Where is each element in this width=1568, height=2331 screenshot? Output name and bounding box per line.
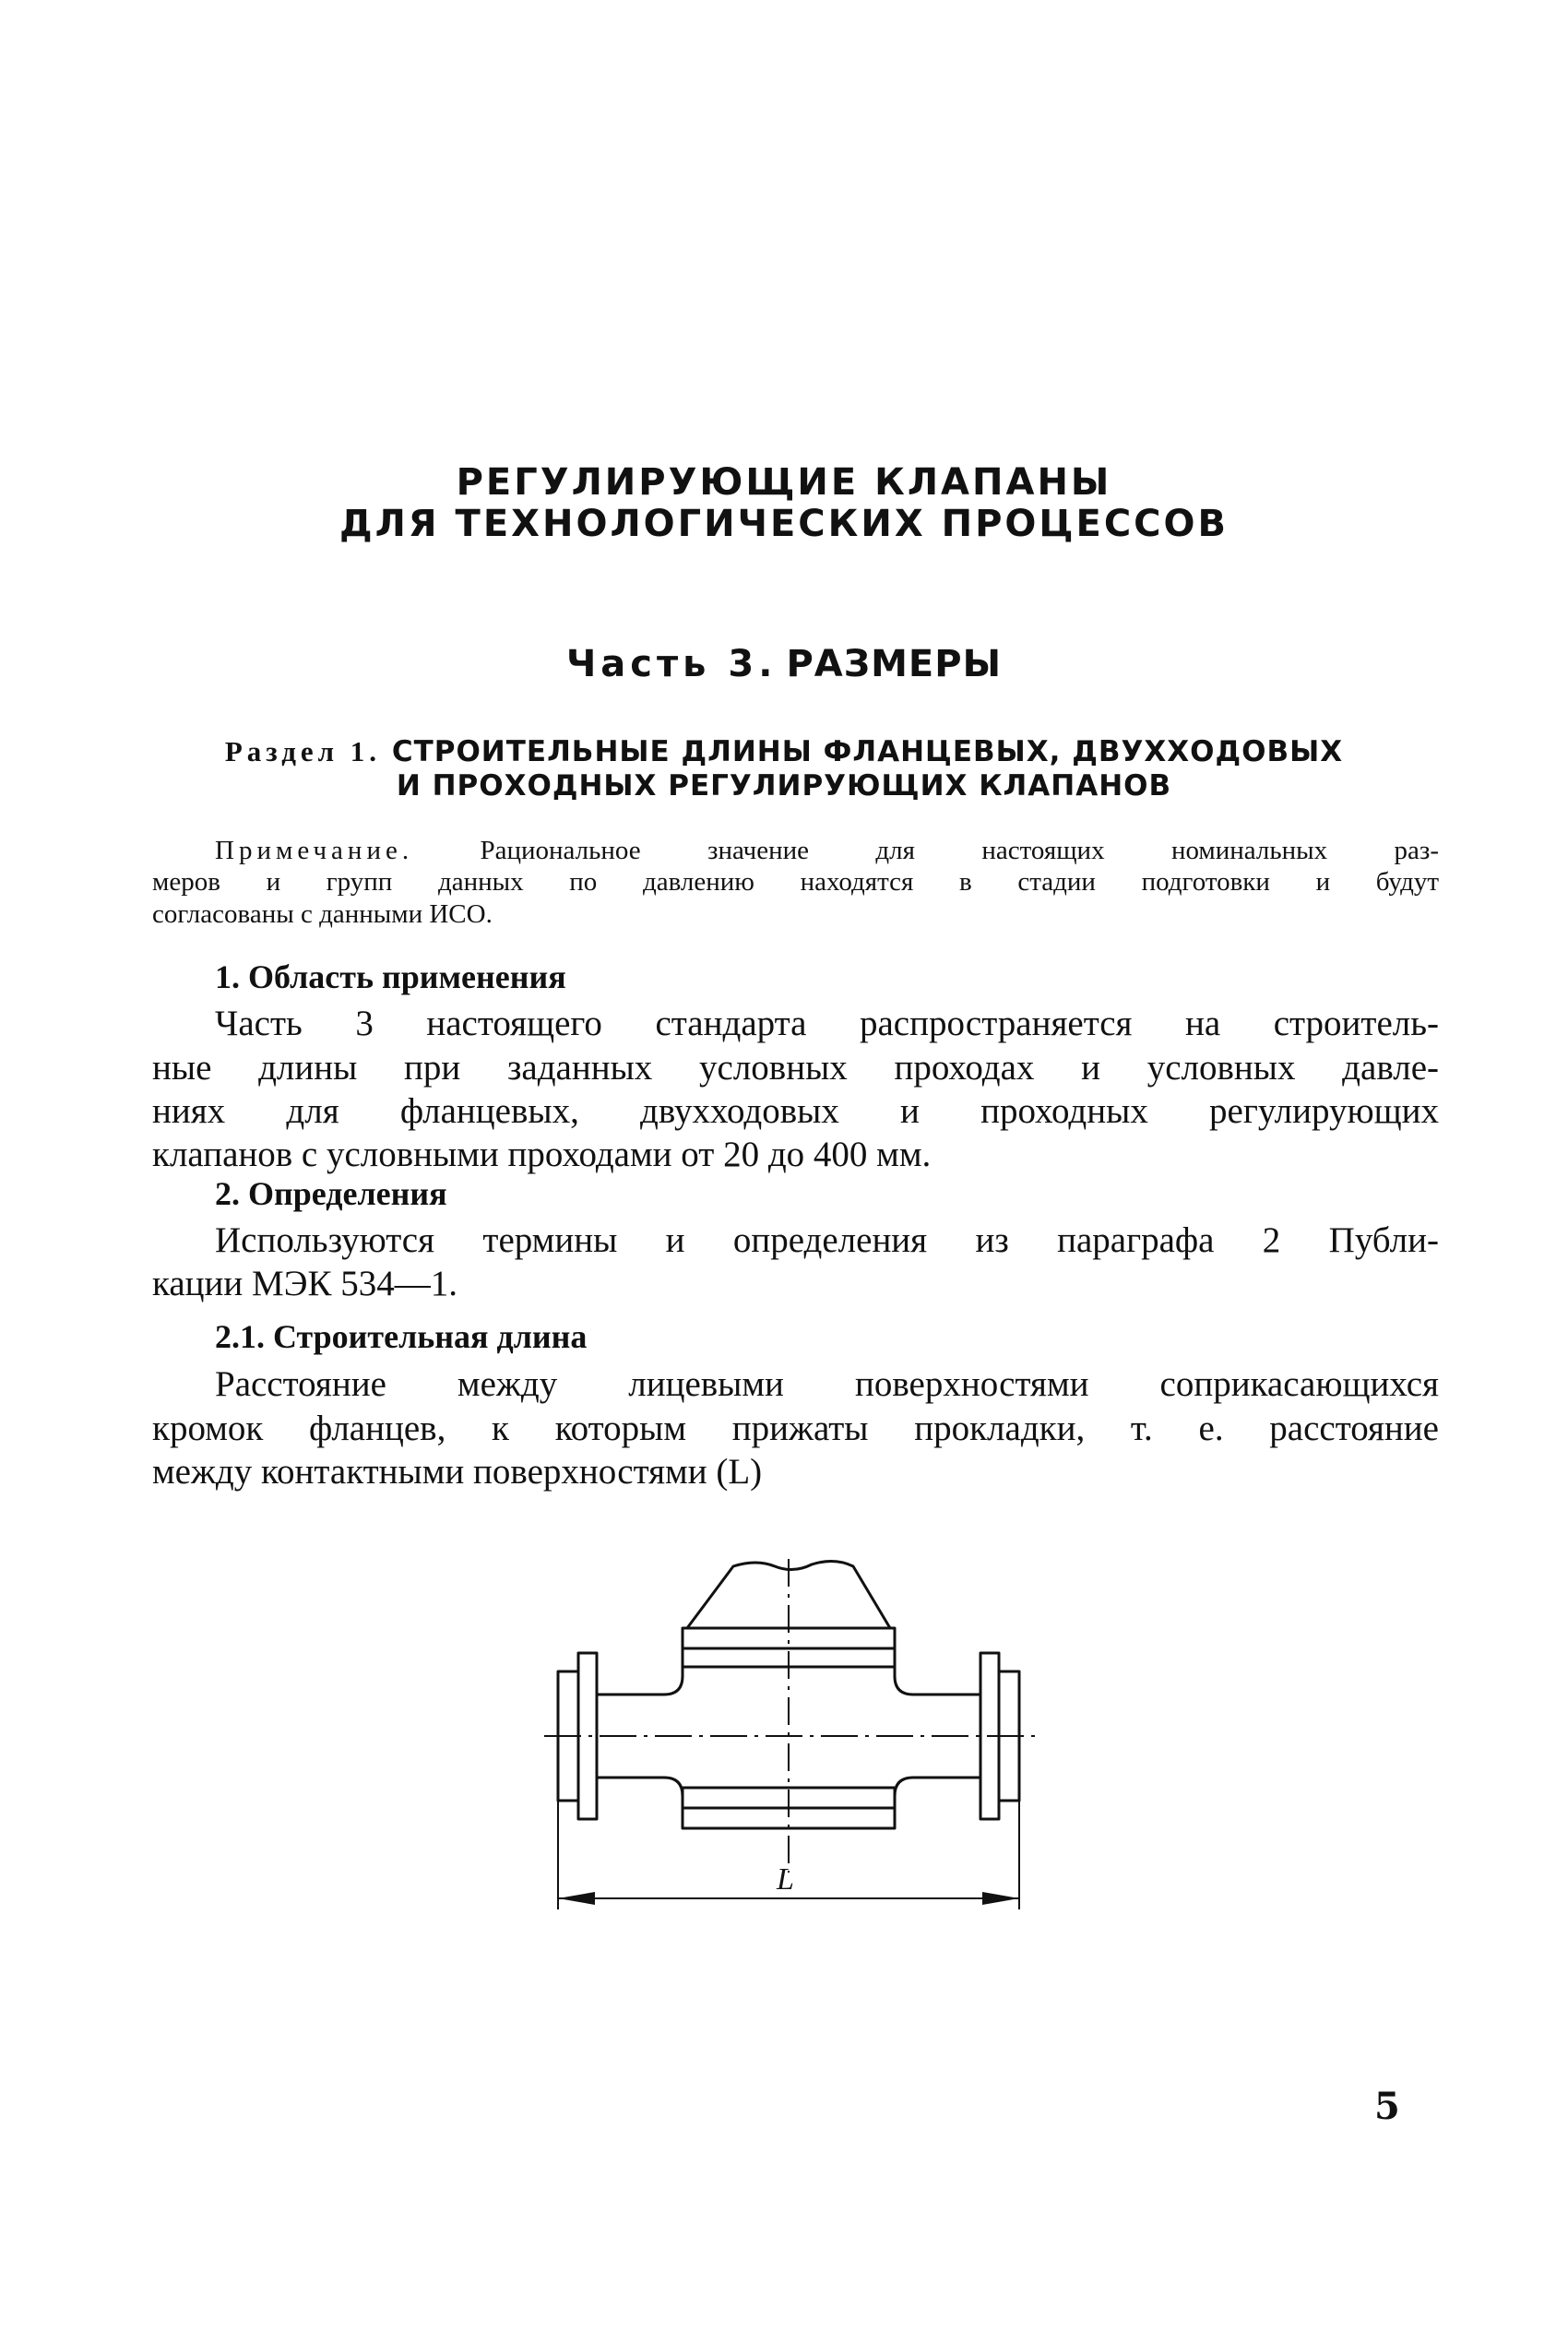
body-upper-right [895, 1667, 980, 1695]
section-title-line-1 [0, 733, 1568, 770]
heading-definitions: 2. Определения [215, 1175, 447, 1212]
body-upper-left [597, 1667, 683, 1695]
note-text-2: меров и групп данных по давлению находятся в стадии подготовки и будут [152, 867, 1439, 897]
note-label: Примечание. [215, 836, 414, 865]
section-title-line-2: И ПРОХОДНЫХ РЕГУЛИРУЮЩИХ КЛАПАНОВ [396, 769, 1172, 803]
paragraph-line: ниях для фланцевых, двухходовых и проходных регулирующих [152, 1091, 1439, 1131]
document-title-line-1: РЕГУЛИРУЮЩИЕ КЛАПАНЫ [456, 461, 1112, 504]
paragraph-line: Часть 3 настоящего стандарта распространяется на строитель- [215, 1004, 1439, 1043]
section-title-text-1: СТРОИТЕЛЬНЫЕ ДЛИНЫ ФЛАНЦЕВЫХ, ДВУХХОДОВЫХ [391, 735, 1344, 768]
paragraph-line: Используются термины и определения из параграфа 2 Публи- [215, 1220, 1439, 1260]
note-line-3 [152, 899, 1439, 930]
part-prefix: Часть 3. [565, 643, 778, 685]
paragraph-line: кромок фланцев, к которым прижаты прокладки, т. е. расстояние [152, 1409, 1439, 1448]
paragraph-line: между контактными поверхностями (L) [152, 1452, 763, 1492]
body-lower-left [597, 1778, 683, 1796]
paragraph-line: ные длины при заданных условных проходах и условных давле- [152, 1048, 1439, 1088]
note-text-1: Рациональное значение для настоящих номинальных раз- [480, 836, 1440, 865]
paragraph-line: Расстояние между лицевыми поверхностями соприкасающихся [215, 1364, 1439, 1404]
page-number: 5 [1374, 2085, 1400, 2128]
paragraph-line: кации МЭК 534—1. [152, 1264, 457, 1303]
section-prefix: Раздел 1. [224, 735, 382, 767]
note-text-3: согласованы с данными ИСО. [152, 899, 493, 929]
heading-scope: 1. Область применения [215, 958, 566, 995]
valve-face-to-face-diagram [544, 1550, 1061, 1956]
heading-face-to-face-length: 2.1. Строительная длина [215, 1318, 588, 1355]
note-line-1 [215, 836, 1439, 866]
dimension-label: L [777, 1862, 794, 1897]
document-title-line-2: ДЛЯ ТЕХНОЛОГИЧЕСКИХ ПРОЦЕССОВ [339, 503, 1229, 545]
part-name: РАЗМЕРЫ [786, 643, 1003, 685]
body-lower-right [895, 1778, 980, 1796]
note-line-2 [152, 867, 1439, 898]
dimension-arrow-right [982, 1892, 1019, 1905]
dimension-arrow-left [558, 1892, 595, 1905]
part-title [0, 641, 1568, 687]
paragraph-line: клапанов с условными проходами от 20 до 400 мм. [152, 1135, 932, 1174]
